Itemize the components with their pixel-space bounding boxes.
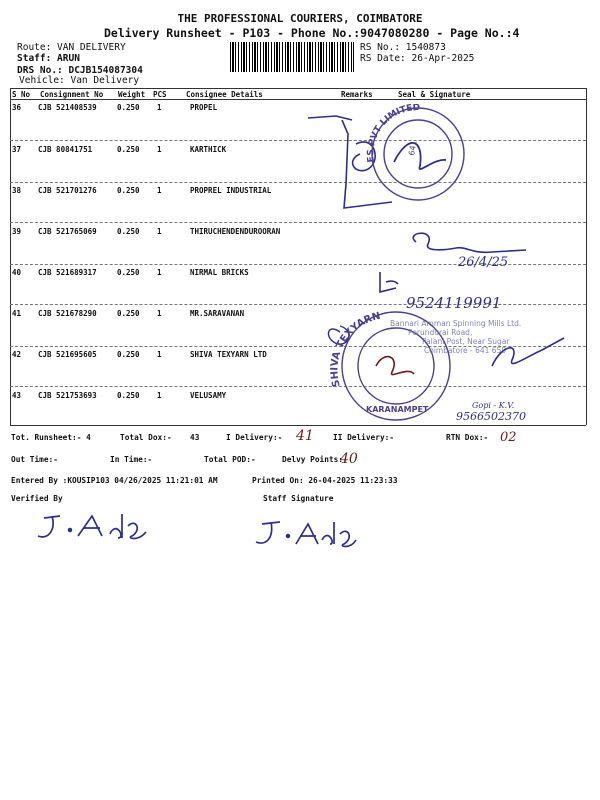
in-time-label: In Time:- — [110, 455, 153, 464]
row-consignment: CJB 80841751 — [38, 145, 93, 154]
out-time-label: Out Time:- — [11, 455, 58, 464]
row-pcs: 1 — [157, 186, 162, 195]
stamp2-text: SHIVA TEXYARN — [329, 310, 382, 389]
barcode — [230, 42, 354, 72]
row-consignment: CJB 521408539 — [38, 103, 97, 112]
total-pod-label: Total POD:- — [204, 455, 256, 464]
row-sno: 41 — [12, 309, 22, 318]
row-weight: 0.250 — [117, 268, 140, 277]
handwritten-phone-1: 9524119991 — [406, 294, 502, 312]
total-dox-value: 43 — [190, 433, 200, 442]
row-pcs: 1 — [157, 350, 162, 359]
row-consignment: CJB 521678290 — [38, 309, 97, 318]
row-pcs: 1 — [157, 103, 162, 112]
staff-signature-label: Staff Signature — [263, 494, 334, 503]
row-consignee: SHIVA TEXYARN LTD — [190, 350, 267, 359]
table-right-line — [586, 88, 587, 425]
svg-text:SHIVA TEXYARN — [329, 311, 381, 388]
col-header-consignment: Consignment No — [40, 90, 104, 99]
row-consignment: CJB 521765069 — [38, 227, 97, 236]
company-title: THE PROFESSIONAL COURIERS, COIMBATORE — [177, 12, 423, 25]
printed-on: Printed On: 26-04-2025 11:23:33 — [252, 476, 398, 485]
staff-signature — [256, 522, 356, 547]
rtn-dox-label: RTN Dox:- — [446, 433, 489, 442]
row-pcs: 1 — [157, 391, 162, 400]
table-left-line — [10, 88, 11, 425]
row-consignment: CJB 521701276 — [38, 186, 97, 195]
row-consignee: PROPEL — [190, 103, 218, 112]
row-consignee: THIRUCHENDENDUROORAN — [190, 227, 281, 236]
rs-number: RS No.: 1540873 — [360, 42, 446, 53]
signature-scribble — [413, 233, 526, 252]
row-pcs: 1 — [157, 309, 162, 318]
delvy-points-handwritten: 40 — [340, 451, 358, 467]
vehicle-label: Vehicle: Van Delivery — [19, 75, 140, 86]
verified-by-label: Verified By — [11, 494, 63, 503]
col-header-consignee: Consignee Details — [186, 90, 263, 99]
stamp1-text: ES PVT LIMITED — [366, 104, 421, 163]
table-top-line — [10, 88, 586, 89]
stamp2-side: Bannari Amman Spinning Mills Ltd. Perundurai Road, Palani Post, Near Sugar Coimbatore - 641 659 — [390, 319, 522, 355]
delvy-points-label: Delvy Points:- — [282, 455, 348, 464]
footer-signatures — [30, 508, 370, 558]
row-weight: 0.250 — [117, 145, 140, 154]
row-sno: 40 — [12, 268, 22, 277]
row-sno: 38 — [12, 186, 22, 195]
row-weight: 0.250 — [117, 186, 140, 195]
row-consignee: PROPREL INDUSTRIAL — [190, 186, 272, 195]
row-sno: 36 — [12, 103, 22, 112]
row-weight: 0.250 — [117, 227, 140, 236]
table-bottom-line — [10, 425, 586, 426]
col-header-pcs: PCS — [153, 90, 167, 99]
runsheet-title: Delivery Runsheet - P103 - Phone No.:9047080280 - Page No.:4 — [104, 26, 520, 40]
row-sno: 37 — [12, 145, 22, 154]
row-weight: 0.250 — [117, 309, 140, 318]
stamp2-bottom: KARANAMPET — [366, 405, 429, 414]
row-pcs: 1 — [157, 145, 162, 154]
seals-and-signatures — [296, 104, 586, 424]
route-label: Route: VAN DELIVERY — [17, 42, 126, 53]
row-consignee: NIRMAL BRICKS — [190, 268, 249, 277]
ii-delivery-label: II Delivery:- — [333, 433, 395, 442]
rs-date: RS Date: 26-Apr-2025 — [360, 53, 475, 64]
row-consignee: MR.SARAVANAN — [190, 309, 245, 318]
row-weight: 0.250 — [117, 391, 140, 400]
row-consignment: CJB 521689317 — [38, 268, 97, 277]
row-consignment: CJB 521695605 — [38, 350, 97, 359]
handwritten-date: 26/4/25 — [458, 255, 509, 270]
row-pcs: 1 — [157, 268, 162, 277]
row-consignment: CJB 521753693 — [38, 391, 97, 400]
i-delivery-handwritten: 41 — [296, 428, 314, 444]
row-consignee: KARTHICK — [190, 145, 227, 154]
company-seal-stamp — [366, 104, 464, 200]
row-pcs: 1 — [157, 227, 162, 236]
col-header-seal: Seal & Signature — [398, 90, 471, 99]
total-dox-label: Total Dox:- — [120, 433, 172, 442]
row-sno: 39 — [12, 227, 22, 236]
col-header-sno: S No — [12, 90, 31, 99]
entered-by: Entered By :KOUSIP103 04/26/2025 11:21:01 AM — [11, 476, 218, 485]
row-consignee: VELUSAMY — [190, 391, 227, 400]
handwritten-phone-2: 9566502370 — [456, 410, 526, 423]
table-header-line — [10, 99, 586, 100]
tot-runsheet: Tot. Runsheet:- 4 — [11, 433, 91, 442]
col-header-weight: Weight — [118, 90, 146, 99]
row-weight: 0.250 — [117, 350, 140, 359]
row-weight: 0.250 — [117, 103, 140, 112]
i-delivery-label: I Delivery:- — [226, 433, 283, 442]
row-sno: 42 — [12, 350, 22, 359]
signature-scribble — [380, 272, 398, 292]
svg-text:641: 641 — [407, 139, 419, 157]
staff-label: Staff: ARUN — [17, 53, 80, 64]
handwritten-name: Gopi - K.V. — [472, 401, 515, 410]
verified-signature — [38, 514, 146, 539]
drs-number: DRS No.: DCJB154087304 — [17, 65, 143, 76]
rtn-dox-handwritten: 02 — [500, 430, 517, 445]
col-header-remarks: Remarks — [341, 90, 373, 99]
row-sno: 43 — [12, 391, 22, 400]
